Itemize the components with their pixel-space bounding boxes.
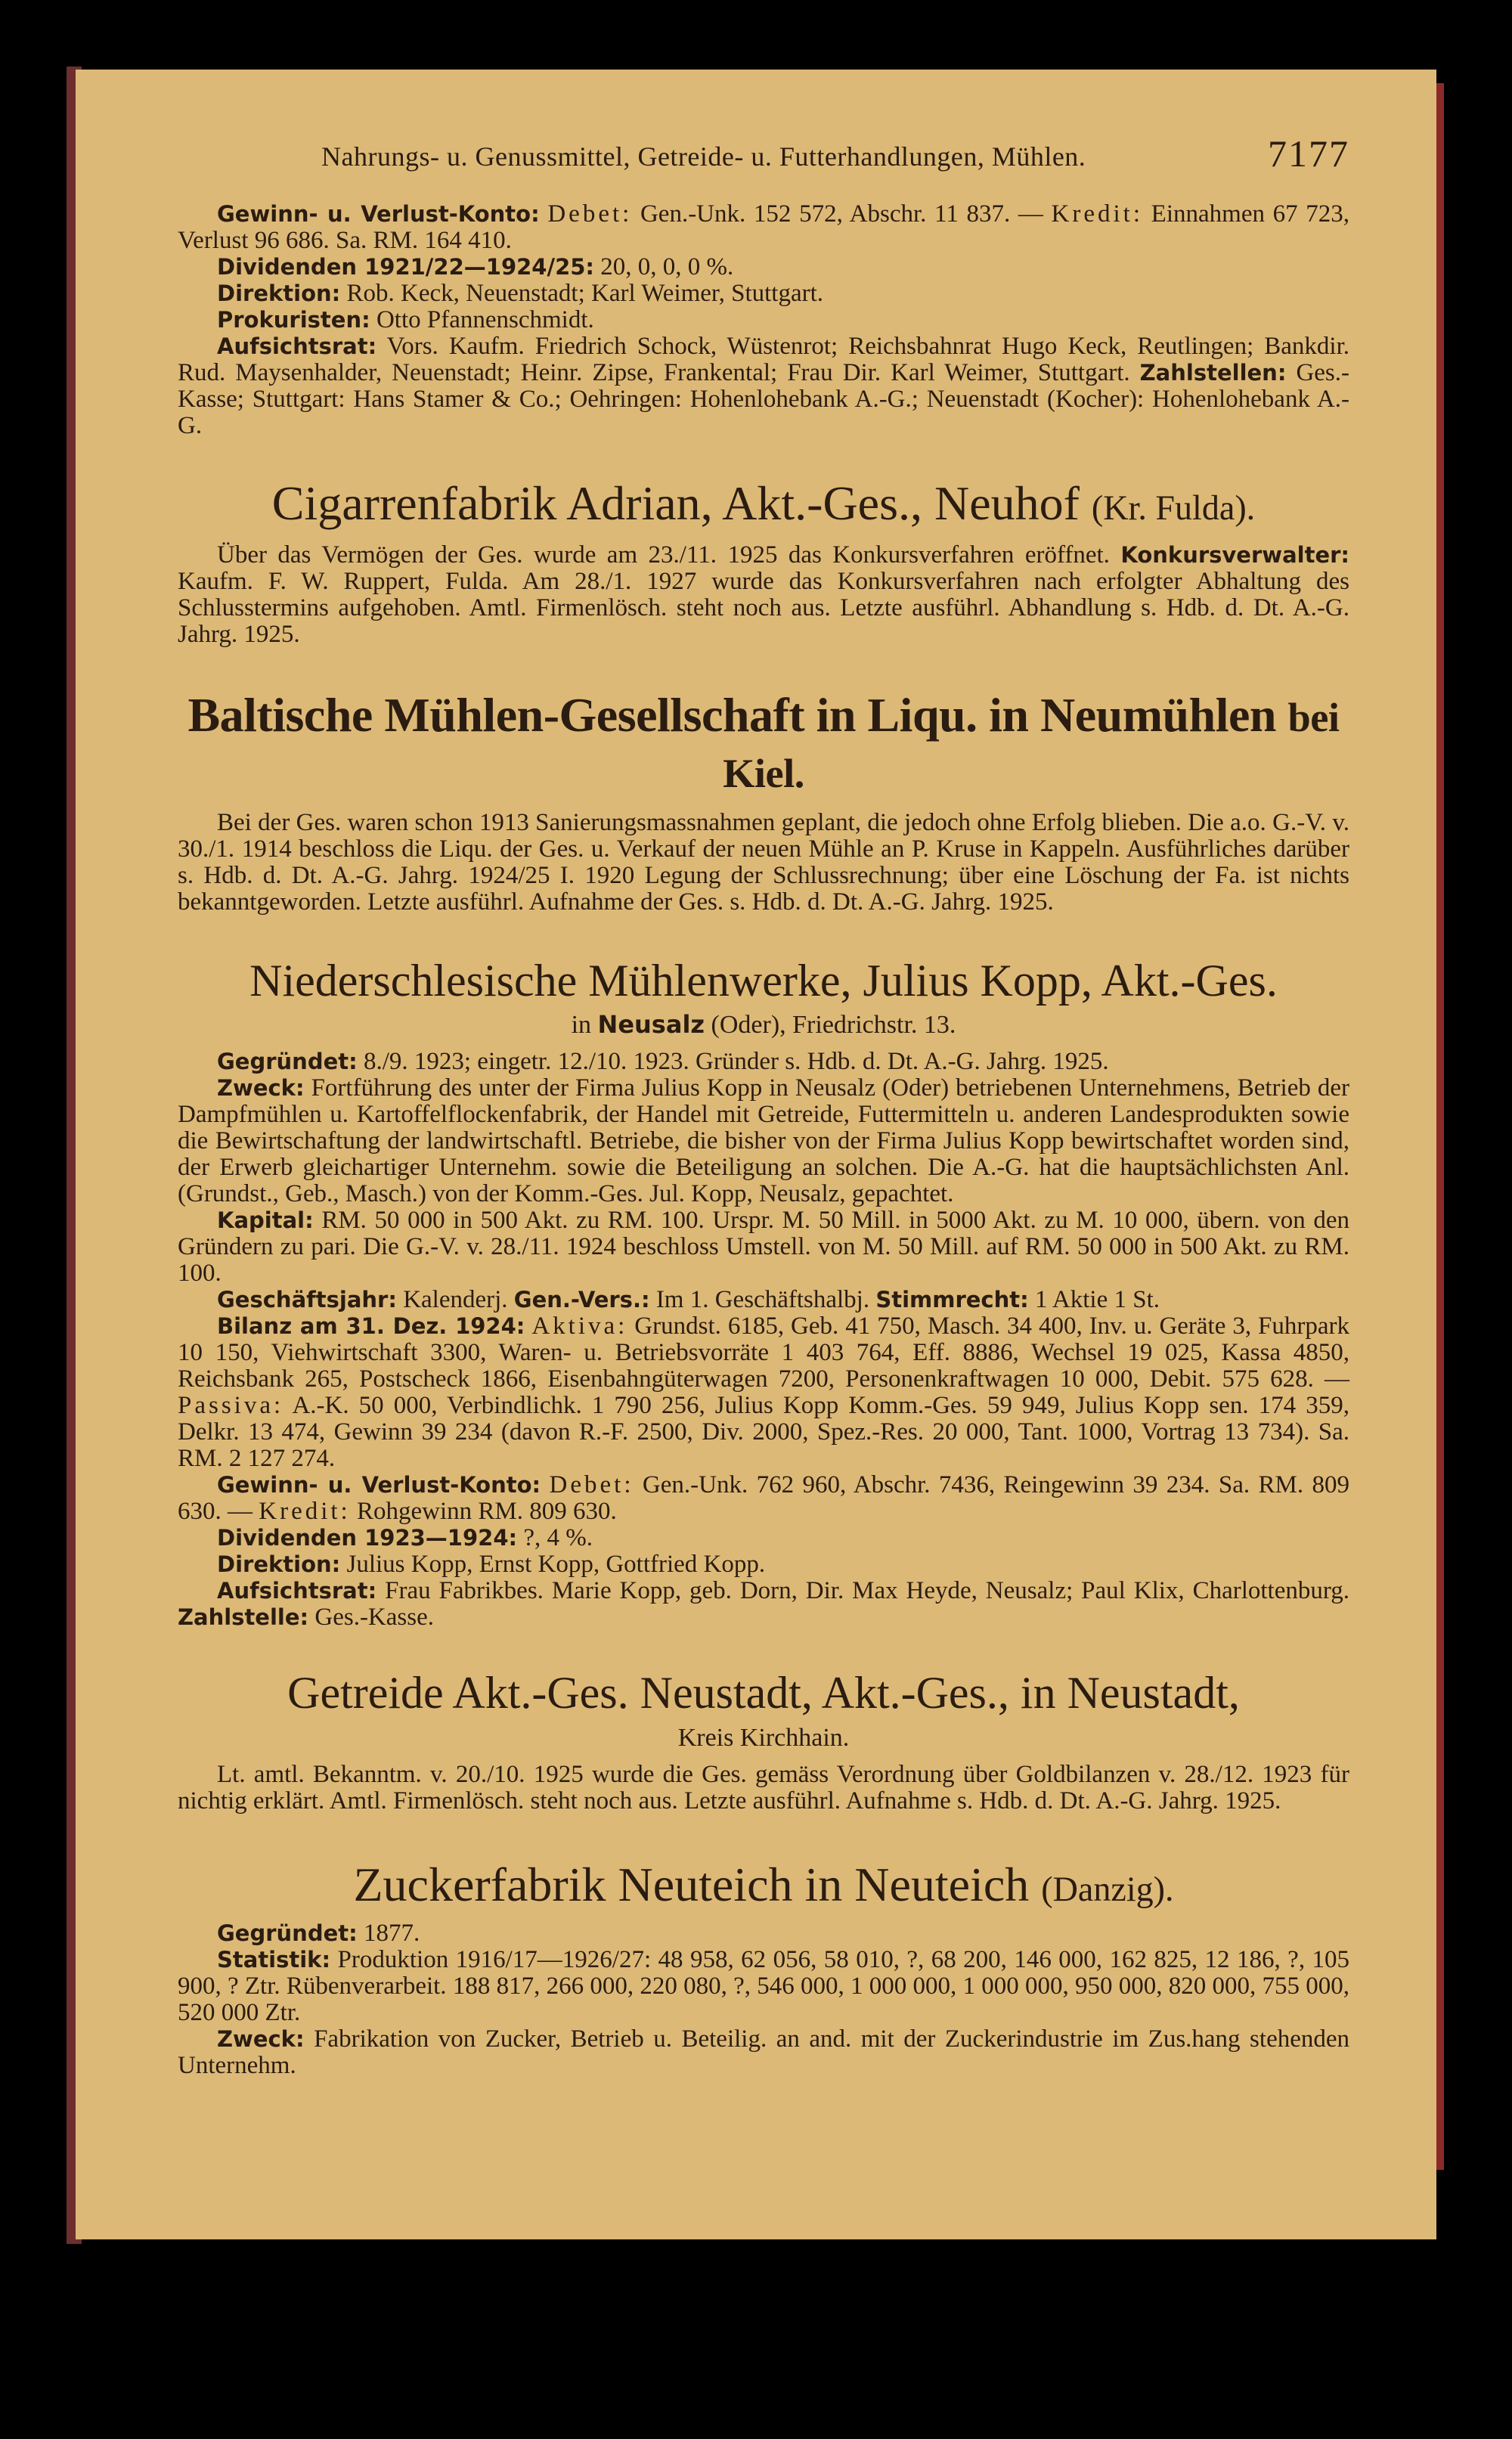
entry-niederschlesische-muehlenwerke [178, 955, 1349, 1631]
zweck-label: Zweck: [217, 2026, 305, 2052]
statistik-text: Produktion 1916/17—1926/27: 48 958, 62 056, 58 010, ?, 68 200, 146 000, 162 825, 12 186, ?, 105 900, ? Ztr. Rübenverarbeit. 188 817, 266 000, 220 080, ?, 546 000, 1 000 000, 1 000 000, 950 000, 820 000, 755 000, 520 000 Ztr. [178, 1946, 1350, 2026]
direktion-paragraph [178, 1551, 1349, 1578]
gen-vers-label: Gen.-Vers.: [513, 1287, 650, 1312]
heading-title: Baltische Mühlen-Gesellschaft in Liqu. in Neumühlen [187, 688, 1277, 742]
heading-title: Cigarrenfabrik Adrian, Akt.-Ges., Neuhof [271, 476, 1080, 530]
aktiva-text: Grundst. 6185, Geb. 41 750, Masch. 34 400, Inv. u. Geräte 3, Fuhrpark 10 150, Viehwirtschaft 3300, Waren- u. Betriebsvorräte 1 403 764, Eff. 8886, Wechsel 19 025, Kassa 4850, Reichsbank 265, Postscheck 1866, Eisenbahngüterwagen 7200, Personenkraftwagen 10 000, Debit. 575 628. — [178, 1312, 1350, 1393]
entry-heading [178, 476, 1349, 531]
konkursverwalter-label: Konkursverwalter: [1120, 542, 1350, 568]
zweck-label: Zweck: [217, 1075, 305, 1101]
prokuristen-paragraph [178, 307, 1349, 333]
debet-label: Debet: [547, 200, 633, 228]
bilanz-label: Bilanz am 31. Dez. 1924: [217, 1313, 525, 1339]
entry-heading: Niederschlesische Mühlenwerke, Julius Kopp, Akt.-Ges. [249, 956, 1278, 1006]
heading-location: bei Kiel. [723, 695, 1340, 796]
stimmrecht-text: 1 Aktie 1 St. [1034, 1286, 1160, 1313]
zahlstelle-text: Ges.-Kasse. [314, 1604, 434, 1631]
kapital-text: RM. 50 000 in 500 Akt. zu RM. 100. Urspr. M. 50 Mill. in 5000 Akt. zu M. 10 000, übern. von den Gründern zu pari. Die G.-V. v. 28./11. 1924 beschloss Umstell. von M. 50 Mill. auf RM. 50 000 in 500 Akt. zu RM. 100. [178, 1207, 1350, 1287]
statistik-paragraph [178, 1947, 1349, 2026]
aktiva-label: Aktiva: [531, 1312, 628, 1340]
direktion-text: Rob. Keck, Neuenstadt; Karl Weimer, Stuttgart. [346, 280, 824, 307]
geschaeftsjahr-paragraph [178, 1287, 1349, 1313]
heading-location: (Danzig). [1041, 1870, 1174, 1908]
kapital-label: Kapital: [217, 1207, 314, 1233]
gewinn-text: Gen.-Unk. 152 572, Abschr. 11 837. — [640, 200, 1043, 228]
kredit-label: Kredit: [1051, 200, 1144, 228]
prokuristen-label: Prokuristen: [217, 307, 370, 333]
gegruendet-text: 8./9. 1923; eingetr. 12./10. 1923. Gründer s. Hdb. d. Dt. A.-G. Jahrg. 1925. [363, 1048, 1109, 1075]
direktion-paragraph [178, 280, 1349, 307]
geschaeftsjahr-text: Kalenderj. [403, 1286, 508, 1313]
gegruendet-text: 1877. [363, 1920, 420, 1947]
dividenden-label: Dividenden 1921/22—1924/25: [217, 254, 595, 280]
gen-vers-text: Im 1. Geschäftshalbj. [655, 1286, 870, 1313]
gewinn-text: Gen.-Unk. 762 960, Abschr. 7436, Reingewinn 39 234. Sa. RM. 809 630. — [178, 1471, 1350, 1525]
entry-baltische-muehlen [178, 687, 1349, 916]
gegruendet-label: Gegründet: [217, 1049, 358, 1074]
zahlstelle-label: Zahlstelle: [178, 1604, 309, 1630]
entry-paragraph: Bei der Ges. waren schon 1913 Sanierungsmassnahmen geplant, die jedoch ohne Erfolg blieben. Die a.o. G.-V. v. 30./1. 1914 beschloss die Liqu. der Ges. u. Verkauf der neuen Mühle an P. Kruse in Kappeln. Ausführliches darüber s. Hdb. d. Dt. A.-G. Jahrg. 1924/25 I. 1920 Legung der Schlussrechnung; über eine Löschung der Fa. ist nichts bekanntgeworden. Letzte ausführl. Aufnahme der Ges. s. Hdb. d. Dt. A.-G. Jahrg. 1925. [178, 809, 1349, 916]
zahlstellen-label: Zahlstellen: [1139, 360, 1287, 386]
aufsichtsrat-paragraph [178, 1578, 1349, 1631]
gewinn-label: Gewinn- u. Verlust-Konto: [217, 201, 540, 227]
dividenden-label: Dividenden 1923—1924: [217, 1525, 518, 1551]
geschaeftsjahr-label: Geschäftsjahr: [217, 1287, 397, 1312]
heading-title: Zuckerfabrik Neuteich in Neuteich [353, 1858, 1030, 1911]
entry-getreide-neustadt [178, 1667, 1349, 1815]
entry-paragraph [178, 542, 1349, 648]
gegruendet-label: Gegründet: [217, 1920, 358, 1946]
debet-label: Debet: [549, 1471, 634, 1498]
zweck-text: Fortführung des unter der Firma Julius Kopp in Neusalz (Oder) betriebenen Unternehmens, Betrieb der Dampfmühlen u. Kartoffelflockenfabrik, der Handel mit Getreide, Futtermitteln u. anderen Landesprodukten sowie die Bewirtschaftung der landwirtschaftl. Betriebe, die bisher von der Firma Julius Kopp bewirtschaftet worden sind, der Erwerb gleichartiger Unternehm. sowie die Beteiligung an solchen. Die A.-G. hat die hauptsächlichsten Anl. (Grundst., Geb., Masch.) von der Komm.-Ges. Jul. Kopp, Neusalz, gepachtet. [178, 1074, 1350, 1207]
aufsichtsrat-paragraph [178, 333, 1349, 439]
dividenden-text: ?, 4 %. [523, 1524, 593, 1551]
gewinn-label: Gewinn- u. Verlust-Konto: [217, 1472, 541, 1498]
zweck-text: Fabrikation von Zucker, Betrieb u. Beteilig. an and. mit der Zuckerindustrie im Zus.hang stehenden Unternehm. [178, 2025, 1350, 2079]
entry-subheading: Kreis Kirchhain. [677, 1724, 850, 1752]
entry-continued [178, 201, 1349, 439]
direktion-label: Direktion: [217, 1551, 341, 1577]
page-number: 7177 [1268, 132, 1349, 175]
zweck-paragraph [178, 1075, 1349, 1207]
entry-zuckerfabrik-neuteich [178, 1857, 1349, 2079]
passiva-text: A.-K. 50 000, Verbindlichk. 1 790 256, Julius Kopp Komm.-Ges. 59 949, Julius Kopp sen. 174 359, Delkr. 13 474, Gewinn 39 234 (davon R.-F. 2500, Div. 2000, Spez.-Res. 20 000, Tant. 1000, Vortrag 13 734). Sa. RM. 2 127 274. [178, 1392, 1349, 1472]
gegruendet-paragraph [178, 1049, 1349, 1075]
document-page [76, 70, 1436, 2239]
entry-paragraph: Lt. amtl. Bekanntm. v. 20./10. 1925 wurde die Ges. gemäss Verordnung über Goldbilanzen v. 28./12. 1923 für nichtig erklärt. Amtl. Firmenlösch. steht noch aus. Letzte ausführl. Aufnahme s. Hdb. d. Dt. A.-G. Jahrg. 1925. [178, 1761, 1349, 1815]
sub-city: Neusalz [597, 1010, 705, 1039]
kredit-label: Kredit: [259, 1498, 351, 1525]
entry-heading [178, 687, 1349, 799]
direktion-label: Direktion: [217, 280, 341, 306]
dividenden-text: 20, 0, 0, 0 %. [600, 253, 734, 280]
zweck-paragraph [178, 2026, 1349, 2079]
prokuristen-text: Otto Pfannenschmidt. [376, 306, 594, 333]
entry-heading: Getreide Akt.-Ges. Neustadt, Akt.-Ges., in Neustadt, [287, 1668, 1240, 1718]
dividenden-paragraph [178, 1525, 1349, 1551]
gegruendet-paragraph [178, 1920, 1349, 1947]
running-title: Nahrungs- u. Genussmittel, Getreide- u. Futterhandlungen, Mühlen. [321, 141, 1086, 172]
zahlstellen-text: Ges.-Kasse; Stuttgart: Hans Stamer & Co.; Oehringen: Hohenlohebank A.-G.; Neuenstadt (Kocher): Hohenlohebank A.-G. [178, 359, 1350, 439]
statistik-label: Statistik: [217, 1947, 331, 1973]
aufsichtsrat-label: Aufsichtsrat: [217, 333, 377, 359]
heading-location: (Kr. Fulda). [1091, 488, 1256, 527]
stimmrecht-label: Stimmrecht: [875, 1287, 1029, 1312]
kredit-text: Rohgewinn RM. 809 630. [356, 1498, 617, 1525]
aufsichtsrat-label: Aufsichtsrat: [217, 1578, 377, 1604]
text-konkursverwalter: Kaufm. F. W. Ruppert, Fulda. Am 28./1. 1927 wurde das Konkursverfahren nach erfolgter Abhaltung des Schlusstermins aufgehoben. Amtl. Firmenlösch. steht noch aus. Letzte ausführl. Abhandlung s. Hdb. d. Dt. A.-G. Jahrg. 1925. [178, 568, 1349, 648]
text-konkurs: Über das Vermögen der Ges. wurde am 23./11. 1925 das Konkursverfahren eröffnet. [217, 541, 1110, 569]
gewinn-paragraph [178, 201, 1349, 254]
aufsichtsrat-text: Vors. Kaufm. Friedrich Schock, Wüstenrot; Reichsbahnrat Hugo Keck, Reutlingen; Bankdir. Rud. Maysenhalder, Neuenstadt; Heinr. Zipse, Frankental; Frau Dir. Karl Weimer, Stuttgart. [178, 333, 1350, 386]
gewinn-paragraph [178, 1472, 1349, 1525]
bilanz-paragraph [178, 1313, 1349, 1472]
sub-suffix: (Oder), Friedrichstr. 13. [711, 1011, 956, 1039]
direktion-text: Julius Kopp, Ernst Kopp, Gottfried Kopp. [346, 1551, 766, 1578]
passiva-label: Passiva: [178, 1392, 284, 1419]
running-header [178, 115, 1349, 175]
sub-prefix: in [571, 1011, 592, 1039]
entry-heading [178, 1857, 1349, 1913]
entry-subheading [178, 1010, 1349, 1040]
kapital-paragraph [178, 1207, 1349, 1287]
gewinn-text-2: Einnahmen 67 723, Verlust 96 686. Sa. RM. 164 410. [178, 200, 1350, 254]
aufsichtsrat-text: Frau Fabrikbes. Marie Kopp, geb. Dorn, Dir. Max Heyde, Neusalz; Paul Klix, Charlottenburg. [385, 1577, 1350, 1604]
dividenden-paragraph [178, 254, 1349, 280]
entry-cigarrenfabrik-adrian [178, 476, 1349, 648]
